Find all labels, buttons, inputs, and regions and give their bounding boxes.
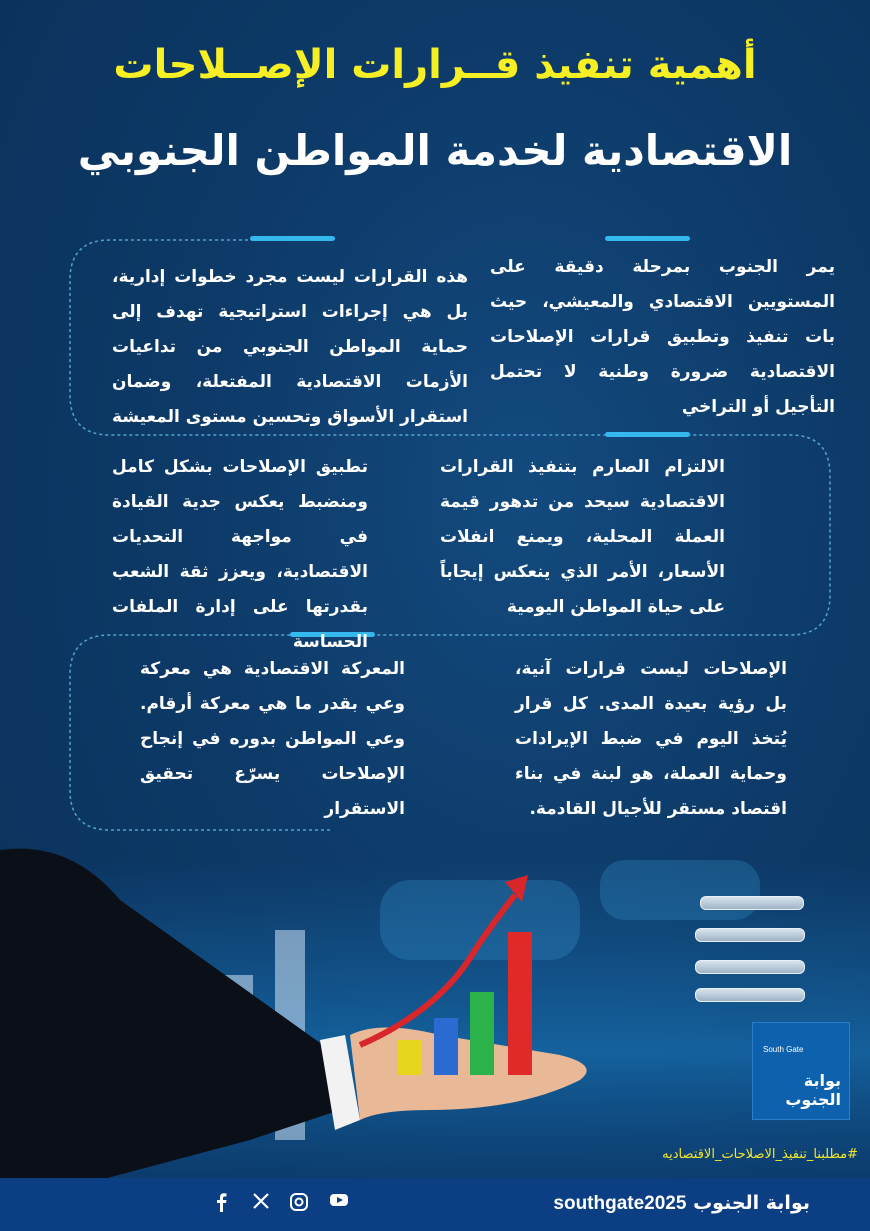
x-icon[interactable] — [250, 1192, 272, 1214]
menu-bar-3 — [695, 960, 805, 974]
menu-bar-2 — [695, 928, 805, 942]
instagram-icon[interactable] — [288, 1192, 310, 1214]
footer-brand-name: بوابة الجنوب — [693, 1192, 810, 1214]
facebook-icon[interactable] — [210, 1192, 232, 1214]
title-line-1: أهمية تنفيذ قــرارات الإصــلاحات — [113, 42, 757, 88]
hashtag: #مطلبنا_تنفيذ_الاصلاحات_الاقتصاديه — [662, 1147, 858, 1162]
logo-english: South Gate — [763, 1045, 804, 1054]
southgate-logo — [752, 1022, 850, 1120]
paragraph-4: تطبيق الإصلاحات بشكل كامل ومنضبط يعكس جدية القيادة في مواجهة التحديات الاقتصادية، ويعزز ثقة الشعب بقدرتها على إدارة الملفات الحساسة — [112, 457, 368, 652]
footer-handle: southgate2025 — [553, 1193, 687, 1214]
footer-brand — [553, 1192, 810, 1215]
accent-bar-3 — [605, 432, 690, 437]
paragraph-3: الالتزام الصارم بتنفيذ القرارات الاقتصادية سيحد من تدهور قيمة العملة المحلية، ويمنع انفلات الأسعار، الأمر الذي ينعكس إيجاباً على حياة المواطن اليومية — [440, 457, 725, 617]
paragraph-5: الإصلاحات ليست قرارات آنية، بل رؤية بعيدة المدى. كل قرار يُتخذ اليوم في ضبط الإيرادات وحماية العملة، هو لبنة في بناء اقتصاد مستقر للأجيال القادمة. — [515, 659, 787, 819]
footer-bar — [0, 1178, 870, 1231]
paragraph-2: هذه القرارات ليست مجرد خطوات إدارية، بل هي إجراءات استراتيجية تهدف إلى حماية المواطن الجنوبي من تداعيات الأزمات الاقتصادية المفتعلة، وضمان استقرار الأسواق وتحسين مستوى المعيشة — [112, 267, 468, 427]
accent-bar-2 — [605, 236, 690, 241]
menu-bar-4 — [695, 988, 805, 1002]
menu-bar-1 — [700, 896, 804, 910]
youtube-icon[interactable] — [328, 1192, 350, 1214]
paragraph-6: المعركة الاقتصادية هي معركة وعي بقدر ما هي معركة أرقام. وعي المواطن بدوره في إنجاح الإصلاحات يسرّع تحقيق الاستقرار — [140, 659, 405, 819]
accent-bar-1 — [250, 236, 335, 241]
logo-arabic: بوابة الجنوب — [785, 1071, 841, 1109]
title-line-2: الاقتصادية لخدمة المواطن الجنوبي — [77, 126, 793, 175]
paragraph-1: يمر الجنوب بمرحلة دقيقة على المستويين الاقتصادي والمعيشي، حيث بات تنفيذ وتطبيق قرارات الإصلاحات الاقتصادية ضرورة وطنية لا تحتمل التأجيل أو التراخي — [490, 257, 835, 417]
